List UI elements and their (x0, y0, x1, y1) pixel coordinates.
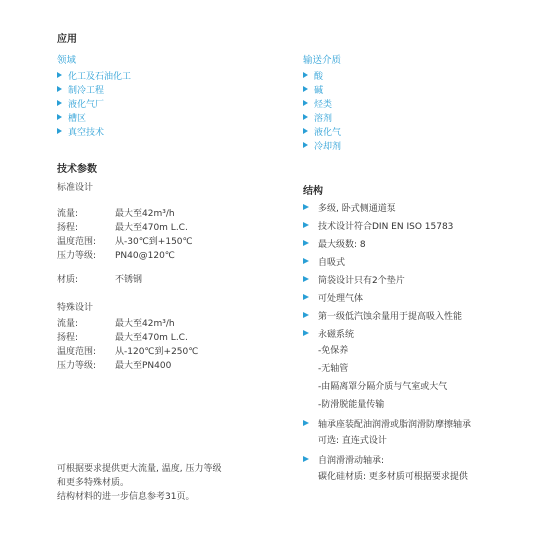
arrow-icon (303, 86, 308, 92)
list-item: 永磁系统 (303, 324, 471, 342)
sub-item: -无轴管 (318, 364, 349, 374)
arrow-icon (303, 100, 308, 106)
sub-item: 可选: 直连式设计 (318, 436, 387, 446)
spec-row: 扬程: 最大至470m L.C. (57, 333, 188, 343)
arrow-icon (303, 330, 309, 336)
list-item: 可处理气体 (303, 288, 471, 306)
list-item: 酸 (303, 68, 341, 82)
arrow-icon (303, 420, 309, 426)
list-item: 多级, 卧式侧通道泵 (303, 198, 471, 216)
media-heading: 输送介质 (303, 55, 342, 66)
arrow-icon (303, 72, 308, 78)
application-heading: 应用 (57, 34, 77, 45)
note-line: 可根据要求提供更大流量, 温度, 压力等级 (57, 464, 222, 474)
list-item: 制冷工程 (57, 82, 131, 96)
special-design-heading: 特殊设计 (57, 303, 94, 313)
spec-row: 流量: 最大至42m³/h (57, 209, 175, 219)
fields-heading: 领域 (57, 55, 77, 66)
special-specs (57, 317, 198, 373)
list-item: 液化气 (303, 124, 341, 138)
sub-item: 碳化硅材质: 更多材质可根据要求提供 (318, 472, 468, 482)
note-line: 和更多特殊材质。 (57, 478, 130, 488)
arrow-icon (57, 72, 62, 78)
list-item: 最大级数: 8 (303, 234, 471, 252)
list-item: 自润滑滑动轴承: (303, 450, 471, 468)
spec-row: 压力等级: 最大至PN400 (57, 361, 172, 371)
standard-design-heading: 标准设计 (57, 183, 94, 193)
material-row: 材质: 不锈钢 (57, 275, 143, 285)
arrow-icon (303, 128, 308, 134)
list-item: 碱 (303, 82, 341, 96)
sub-item: -免保养 (318, 346, 349, 356)
standard-specs (57, 207, 193, 263)
spec-row: 流量: 最大至42m³/h (57, 319, 175, 329)
list-item: 真空技术 (57, 124, 131, 138)
arrow-icon (303, 258, 309, 264)
arrow-icon (57, 100, 62, 106)
arrow-icon (303, 114, 308, 120)
spec-row: 扬程: 最大至470m L.C. (57, 223, 188, 233)
structure-heading: 结构 (303, 186, 323, 197)
sub-item: -由隔离罩分隔介质与气室或大气 (318, 382, 448, 392)
media-list (303, 68, 341, 152)
list-item: 溶剂 (303, 110, 341, 124)
fields-list (57, 68, 131, 138)
note-line: 结构材料的进一步信息参考31页。 (57, 492, 195, 502)
list-item: 液化气厂 (57, 96, 131, 110)
sub-item: -防滑脱能量传输 (318, 400, 385, 410)
note-paragraph (57, 462, 221, 504)
arrow-icon (303, 456, 309, 462)
arrow-icon (57, 128, 62, 134)
tech-heading: 技术参数 (57, 164, 97, 175)
arrow-icon (303, 142, 308, 148)
arrow-icon (303, 276, 309, 282)
arrow-icon (303, 294, 309, 300)
list-item: 筒袋设计只有2个垫片 (303, 270, 471, 288)
spec-row: 温度范围: 从-120℃到+250℃ (57, 347, 199, 357)
list-item: 自吸式 (303, 252, 471, 270)
spec-row: 压力等级: PN40@120℃ (57, 251, 175, 261)
arrow-icon (303, 240, 309, 246)
arrow-icon (303, 222, 309, 228)
structure-list (303, 198, 471, 486)
list-item: 冷却剂 (303, 138, 341, 152)
arrow-icon (57, 86, 62, 92)
spec-row: 温度范围: 从-30℃到+150℃ (57, 237, 193, 247)
list-item: 轴承座装配油润滑或脂润滑防摩擦轴承 (303, 414, 471, 432)
arrow-icon (57, 114, 62, 120)
list-item: 化工及石油化工 (57, 68, 131, 82)
arrow-icon (303, 204, 309, 210)
list-item: 技术设计符合DIN EN ISO 15783 (303, 216, 471, 234)
list-item: 第一级低汽蚀余量用于提高吸入性能 (303, 306, 471, 324)
list-item: 槽区 (57, 110, 131, 124)
list-item: 烃类 (303, 96, 341, 110)
arrow-icon (303, 312, 309, 318)
